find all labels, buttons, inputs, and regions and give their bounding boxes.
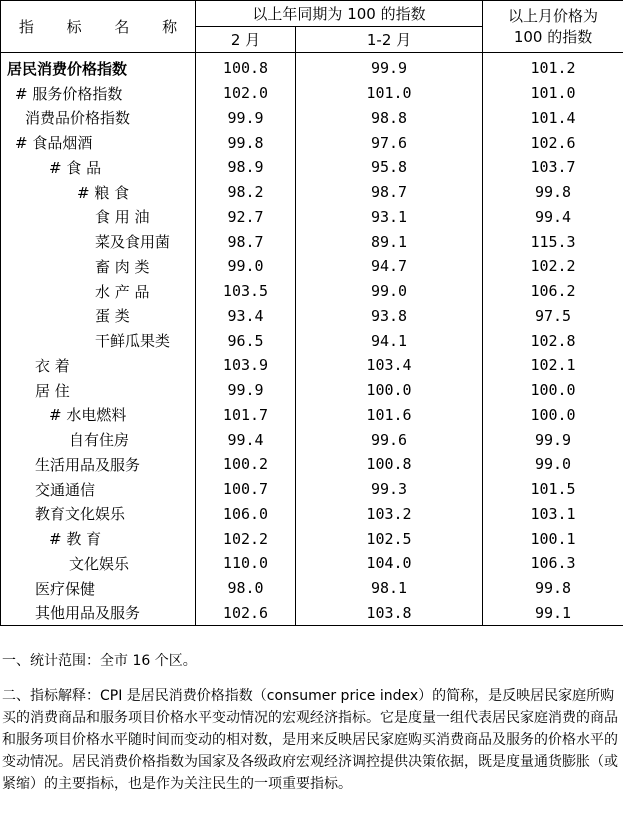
row-feb: 103.5 bbox=[196, 279, 296, 304]
row-jan-feb: 99.0 bbox=[296, 279, 483, 304]
row-name: # 服务价格指数 bbox=[1, 81, 196, 106]
row-mom: 102.2 bbox=[483, 254, 623, 279]
table-row bbox=[1, 130, 623, 155]
row-feb: 98.9 bbox=[196, 155, 296, 180]
row-mom: 103.7 bbox=[483, 155, 623, 180]
row-feb: 99.9 bbox=[196, 378, 296, 403]
row-jan-feb: 98.1 bbox=[296, 576, 483, 601]
row-name: 交通通信 bbox=[1, 477, 196, 502]
row-name: 自有住房 bbox=[1, 427, 196, 452]
row-feb: 99.0 bbox=[196, 254, 296, 279]
row-jan-feb: 104.0 bbox=[296, 551, 483, 576]
row-mom: 99.1 bbox=[483, 601, 623, 626]
table-row bbox=[1, 229, 623, 254]
row-jan-feb: 98.7 bbox=[296, 180, 483, 205]
row-feb: 100.7 bbox=[196, 477, 296, 502]
row-feb: 100.8 bbox=[196, 53, 296, 81]
row-feb: 102.2 bbox=[196, 526, 296, 551]
row-jan-feb: 99.9 bbox=[296, 53, 483, 81]
table-row bbox=[1, 328, 623, 353]
row-jan-feb: 89.1 bbox=[296, 229, 483, 254]
notes-section bbox=[2, 650, 620, 795]
row-jan-feb: 100.8 bbox=[296, 452, 483, 477]
table-row bbox=[1, 403, 623, 428]
table-row bbox=[1, 81, 623, 106]
row-name: # 食 品 bbox=[1, 155, 196, 180]
table-row bbox=[1, 304, 623, 329]
table-row bbox=[1, 205, 623, 230]
row-mom: 101.0 bbox=[483, 81, 623, 106]
row-feb: 103.9 bbox=[196, 353, 296, 378]
header-mom bbox=[483, 1, 623, 53]
row-mom: 100.0 bbox=[483, 403, 623, 428]
row-name: 其他用品及服务 bbox=[1, 601, 196, 626]
header-jan-feb: 1-2 月 bbox=[296, 27, 483, 53]
row-jan-feb: 99.6 bbox=[296, 427, 483, 452]
table-row bbox=[1, 254, 623, 279]
table-row bbox=[1, 279, 623, 304]
note-scope: 一、统计范围：全市 16 个区。 bbox=[2, 653, 197, 669]
row-name: 水 产 品 bbox=[1, 279, 196, 304]
table-row bbox=[1, 526, 623, 551]
row-name: 生活用品及服务 bbox=[1, 452, 196, 477]
row-mom: 106.2 bbox=[483, 279, 623, 304]
table-row bbox=[1, 576, 623, 601]
row-feb: 96.5 bbox=[196, 328, 296, 353]
row-mom: 100.1 bbox=[483, 526, 623, 551]
row-name: 食 用 油 bbox=[1, 205, 196, 230]
header-yoy-group: 以上年同期为 100 的指数 bbox=[196, 1, 483, 27]
row-mom: 99.4 bbox=[483, 205, 623, 230]
row-mom: 102.8 bbox=[483, 328, 623, 353]
row-mom: 101.4 bbox=[483, 106, 623, 131]
row-name: 蛋 类 bbox=[1, 304, 196, 329]
row-name: 医疗保健 bbox=[1, 576, 196, 601]
row-jan-feb: 101.6 bbox=[296, 403, 483, 428]
row-jan-feb: 97.6 bbox=[296, 130, 483, 155]
table-row bbox=[1, 502, 623, 527]
row-feb: 102.6 bbox=[196, 601, 296, 626]
row-mom: 97.5 bbox=[483, 304, 623, 329]
note-definition: 二、指标解释：CPI 是居民消费价格指数（consumer price index）的简称，是反映居民家庭所购买的消费商品和服务项目价格水平变动情况的宏观经济指标。它是度量一组代表居民家庭消费的商品和服务项目价格水平随时间而变动的相对数，是用来反映居民家庭购买消费商品及服务的价格水平的变动情况。居民消费价格指数为国家及各级政府宏观经济调控提供决策依据，既是度量通货膨胀（或紧缩）的主要指标，也是作为关注民生的一项重要指标。 bbox=[2, 688, 618, 792]
row-mom: 102.6 bbox=[483, 130, 623, 155]
row-name: 居民消费价格指数 bbox=[1, 53, 196, 81]
row-jan-feb: 98.8 bbox=[296, 106, 483, 131]
row-mom: 99.8 bbox=[483, 576, 623, 601]
row-feb: 99.9 bbox=[196, 106, 296, 131]
row-jan-feb: 102.5 bbox=[296, 526, 483, 551]
row-mom: 102.1 bbox=[483, 353, 623, 378]
row-jan-feb: 103.2 bbox=[296, 502, 483, 527]
row-mom: 99.8 bbox=[483, 180, 623, 205]
row-name: 教育文化娱乐 bbox=[1, 502, 196, 527]
table-row bbox=[1, 601, 623, 626]
table-row bbox=[1, 155, 623, 180]
row-jan-feb: 94.7 bbox=[296, 254, 483, 279]
row-name: # 水电燃料 bbox=[1, 403, 196, 428]
row-feb: 100.2 bbox=[196, 452, 296, 477]
row-mom: 99.9 bbox=[483, 427, 623, 452]
row-feb: 99.4 bbox=[196, 427, 296, 452]
row-name: 文化娱乐 bbox=[1, 551, 196, 576]
row-feb: 110.0 bbox=[196, 551, 296, 576]
row-name: 畜 肉 类 bbox=[1, 254, 196, 279]
table-row bbox=[1, 106, 623, 131]
table-row bbox=[1, 53, 623, 81]
row-mom: 106.3 bbox=[483, 551, 623, 576]
header-feb: 2 月 bbox=[196, 27, 296, 53]
row-mom: 100.0 bbox=[483, 378, 623, 403]
row-mom: 103.1 bbox=[483, 502, 623, 527]
row-name: 居 住 bbox=[1, 378, 196, 403]
header-mom-text: 以上月价格为 100 的指数 bbox=[508, 6, 599, 46]
row-jan-feb: 93.8 bbox=[296, 304, 483, 329]
row-feb: 102.0 bbox=[196, 81, 296, 106]
row-jan-feb: 100.0 bbox=[296, 378, 483, 403]
table-row bbox=[1, 180, 623, 205]
row-jan-feb: 103.4 bbox=[296, 353, 483, 378]
table-row bbox=[1, 452, 623, 477]
row-jan-feb: 95.8 bbox=[296, 155, 483, 180]
row-feb: 98.7 bbox=[196, 229, 296, 254]
table-row bbox=[1, 551, 623, 576]
row-mom: 115.3 bbox=[483, 229, 623, 254]
row-feb: 98.0 bbox=[196, 576, 296, 601]
row-feb: 92.7 bbox=[196, 205, 296, 230]
row-jan-feb: 94.1 bbox=[296, 328, 483, 353]
row-jan-feb: 93.1 bbox=[296, 205, 483, 230]
row-name: 菜及食用菌 bbox=[1, 229, 196, 254]
row-name: # 粮 食 bbox=[1, 180, 196, 205]
row-feb: 98.2 bbox=[196, 180, 296, 205]
row-jan-feb: 99.3 bbox=[296, 477, 483, 502]
table-body bbox=[1, 53, 623, 626]
row-name: # 食品烟酒 bbox=[1, 130, 196, 155]
row-name: 干鲜瓜果类 bbox=[1, 328, 196, 353]
header-indicator-name: 指 标 名 称 bbox=[1, 1, 196, 53]
row-name: # 教 育 bbox=[1, 526, 196, 551]
row-jan-feb: 101.0 bbox=[296, 81, 483, 106]
row-feb: 93.4 bbox=[196, 304, 296, 329]
table-row bbox=[1, 427, 623, 452]
row-name: 衣 着 bbox=[1, 353, 196, 378]
row-feb: 101.7 bbox=[196, 403, 296, 428]
row-feb: 106.0 bbox=[196, 502, 296, 527]
row-name: 消费品价格指数 bbox=[1, 106, 196, 131]
row-mom: 101.5 bbox=[483, 477, 623, 502]
table-row bbox=[1, 353, 623, 378]
row-mom: 101.2 bbox=[483, 53, 623, 81]
row-feb: 99.8 bbox=[196, 130, 296, 155]
row-jan-feb: 103.8 bbox=[296, 601, 483, 626]
row-mom: 99.0 bbox=[483, 452, 623, 477]
table-row bbox=[1, 477, 623, 502]
table-row bbox=[1, 378, 623, 403]
